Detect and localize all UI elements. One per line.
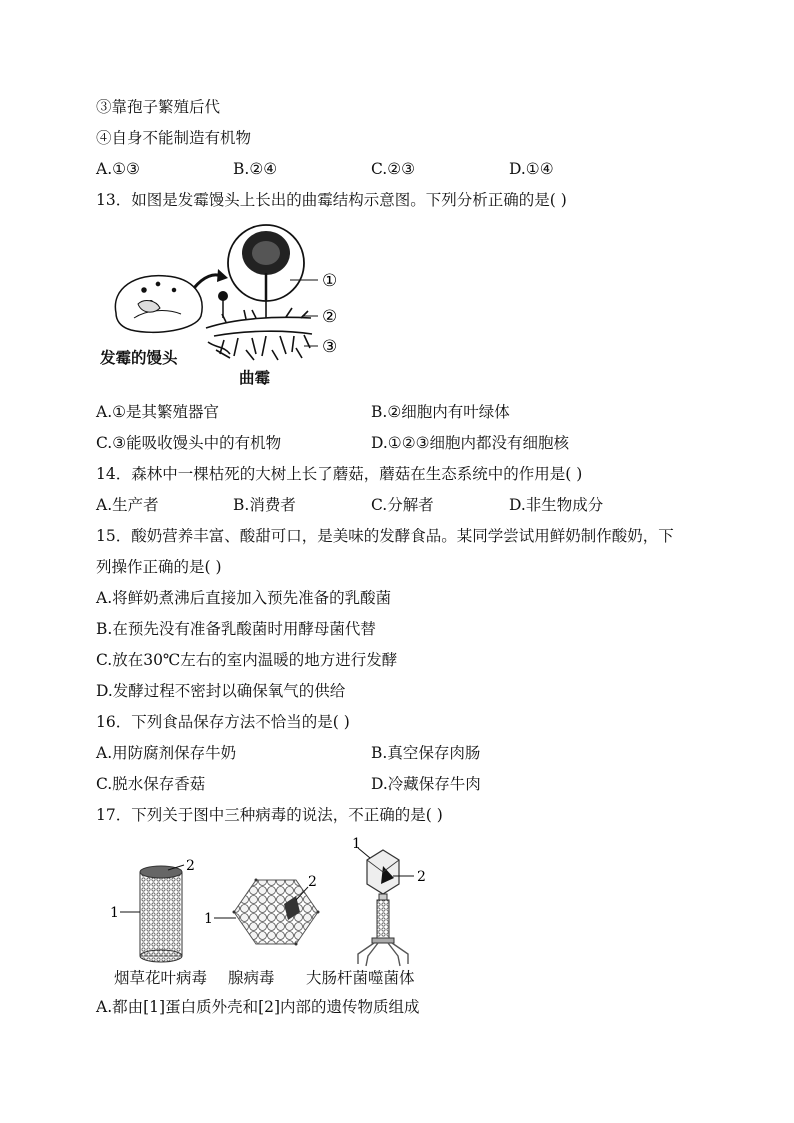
q14-stem: 14．森林中一棵枯死的大树上长了蘑菇，蘑菇在生态系统中的作用是( ) — [96, 465, 583, 483]
q17-stem: 17．下列关于图中三种病毒的说法，不正确的是( ) — [96, 806, 443, 824]
adeno-label-1: 1 — [204, 911, 213, 927]
phage-label-2: 2 — [417, 869, 426, 885]
q17-figure — [96, 832, 436, 992]
q15-option-c[interactable]: C.放在30℃左右的室内温暖的地方进行发酵 — [96, 651, 398, 669]
adenovirus — [214, 879, 320, 946]
bread-caption: 发霉的馒头 — [100, 348, 178, 367]
q15-stem-line1: 15．酸奶营养丰富、酸甜可口，是美味的发酵食品。某同学尝试用鲜奶制作酸奶，下 — [96, 527, 674, 545]
caption-adenovirus: 腺病毒 — [228, 969, 275, 987]
marker-2: ② — [322, 307, 338, 327]
q15-option-a[interactable]: A.将鲜奶煮沸后直接加入预先准备的乳酸菌 — [96, 589, 392, 607]
q14-option-b[interactable]: B.消费者 — [233, 496, 296, 514]
q16-option-c[interactable]: C.脱水保存香菇 — [96, 775, 206, 793]
tmv-label-1: 1 — [110, 905, 119, 921]
prev-option-c[interactable]: C.②③ — [371, 160, 416, 178]
statement-4: ④自身不能制造有机物 — [96, 129, 252, 147]
q16-option-a[interactable]: A.用防腐剂保存牛奶 — [96, 744, 237, 762]
q17-option-a[interactable]: A.都由[1]蛋白质外壳和[2]内部的遗传物质组成 — [96, 998, 420, 1016]
q16-option-d[interactable]: D.冷藏保存牛肉 — [371, 775, 481, 793]
q13-option-a[interactable]: A.①是其繁殖器官 — [96, 403, 220, 421]
q15-option-b[interactable]: B.在预先没有准备乳酸菌时用酵母菌代替 — [96, 620, 376, 638]
sporangium-head — [242, 231, 290, 275]
q13-option-c[interactable]: C.③能吸收馒头中的有机物 — [96, 434, 282, 452]
adeno-label-2: 2 — [308, 874, 317, 890]
q16-option-b[interactable]: B.真空保存肉肠 — [371, 744, 481, 762]
q13-figure — [96, 218, 356, 393]
bacteriophage — [358, 848, 414, 966]
prev-option-a[interactable]: A.①③ — [96, 160, 140, 178]
mold-caption: 曲霉 — [239, 368, 271, 387]
marker-3: ③ — [322, 337, 338, 357]
marker-1: ① — [322, 271, 338, 291]
q14-option-c[interactable]: C.分解者 — [371, 496, 434, 514]
prev-option-d[interactable]: D.①④ — [509, 160, 554, 178]
tobacco-mosaic-virus — [120, 865, 184, 962]
statement-3: ③靠孢子繁殖后代 — [96, 98, 221, 116]
q15-option-d[interactable]: D.发酵过程不密封以确保氧气的供给 — [96, 682, 346, 700]
q15-stem-line2: 列操作正确的是( ) — [96, 558, 222, 576]
prev-option-b[interactable]: B.②④ — [233, 160, 278, 178]
arrow-icon — [194, 275, 221, 288]
q16-stem: 16．下列食品保存方法不恰当的是( ) — [96, 713, 350, 731]
q14-option-d[interactable]: D.非生物成分 — [509, 496, 604, 514]
tmv-label-2: 2 — [186, 858, 195, 874]
q13-option-b[interactable]: B.②细胞内有叶绿体 — [371, 403, 510, 421]
caption-bacteriophage: 大肠杆菌噬菌体 — [306, 969, 415, 987]
q14-option-a[interactable]: A.生产者 — [96, 496, 159, 514]
hyphae — [206, 300, 312, 360]
q13-stem: 13．如图是发霉馒头上长出的曲霉结构示意图。下列分析正确的是( ) — [96, 191, 567, 209]
moldy-bread-drawing — [115, 276, 202, 333]
caption-tmv: 烟草花叶病毒 — [114, 969, 208, 987]
q13-option-d[interactable]: D.①②③细胞内都没有细胞核 — [371, 434, 569, 452]
phage-label-1: 1 — [352, 836, 361, 852]
